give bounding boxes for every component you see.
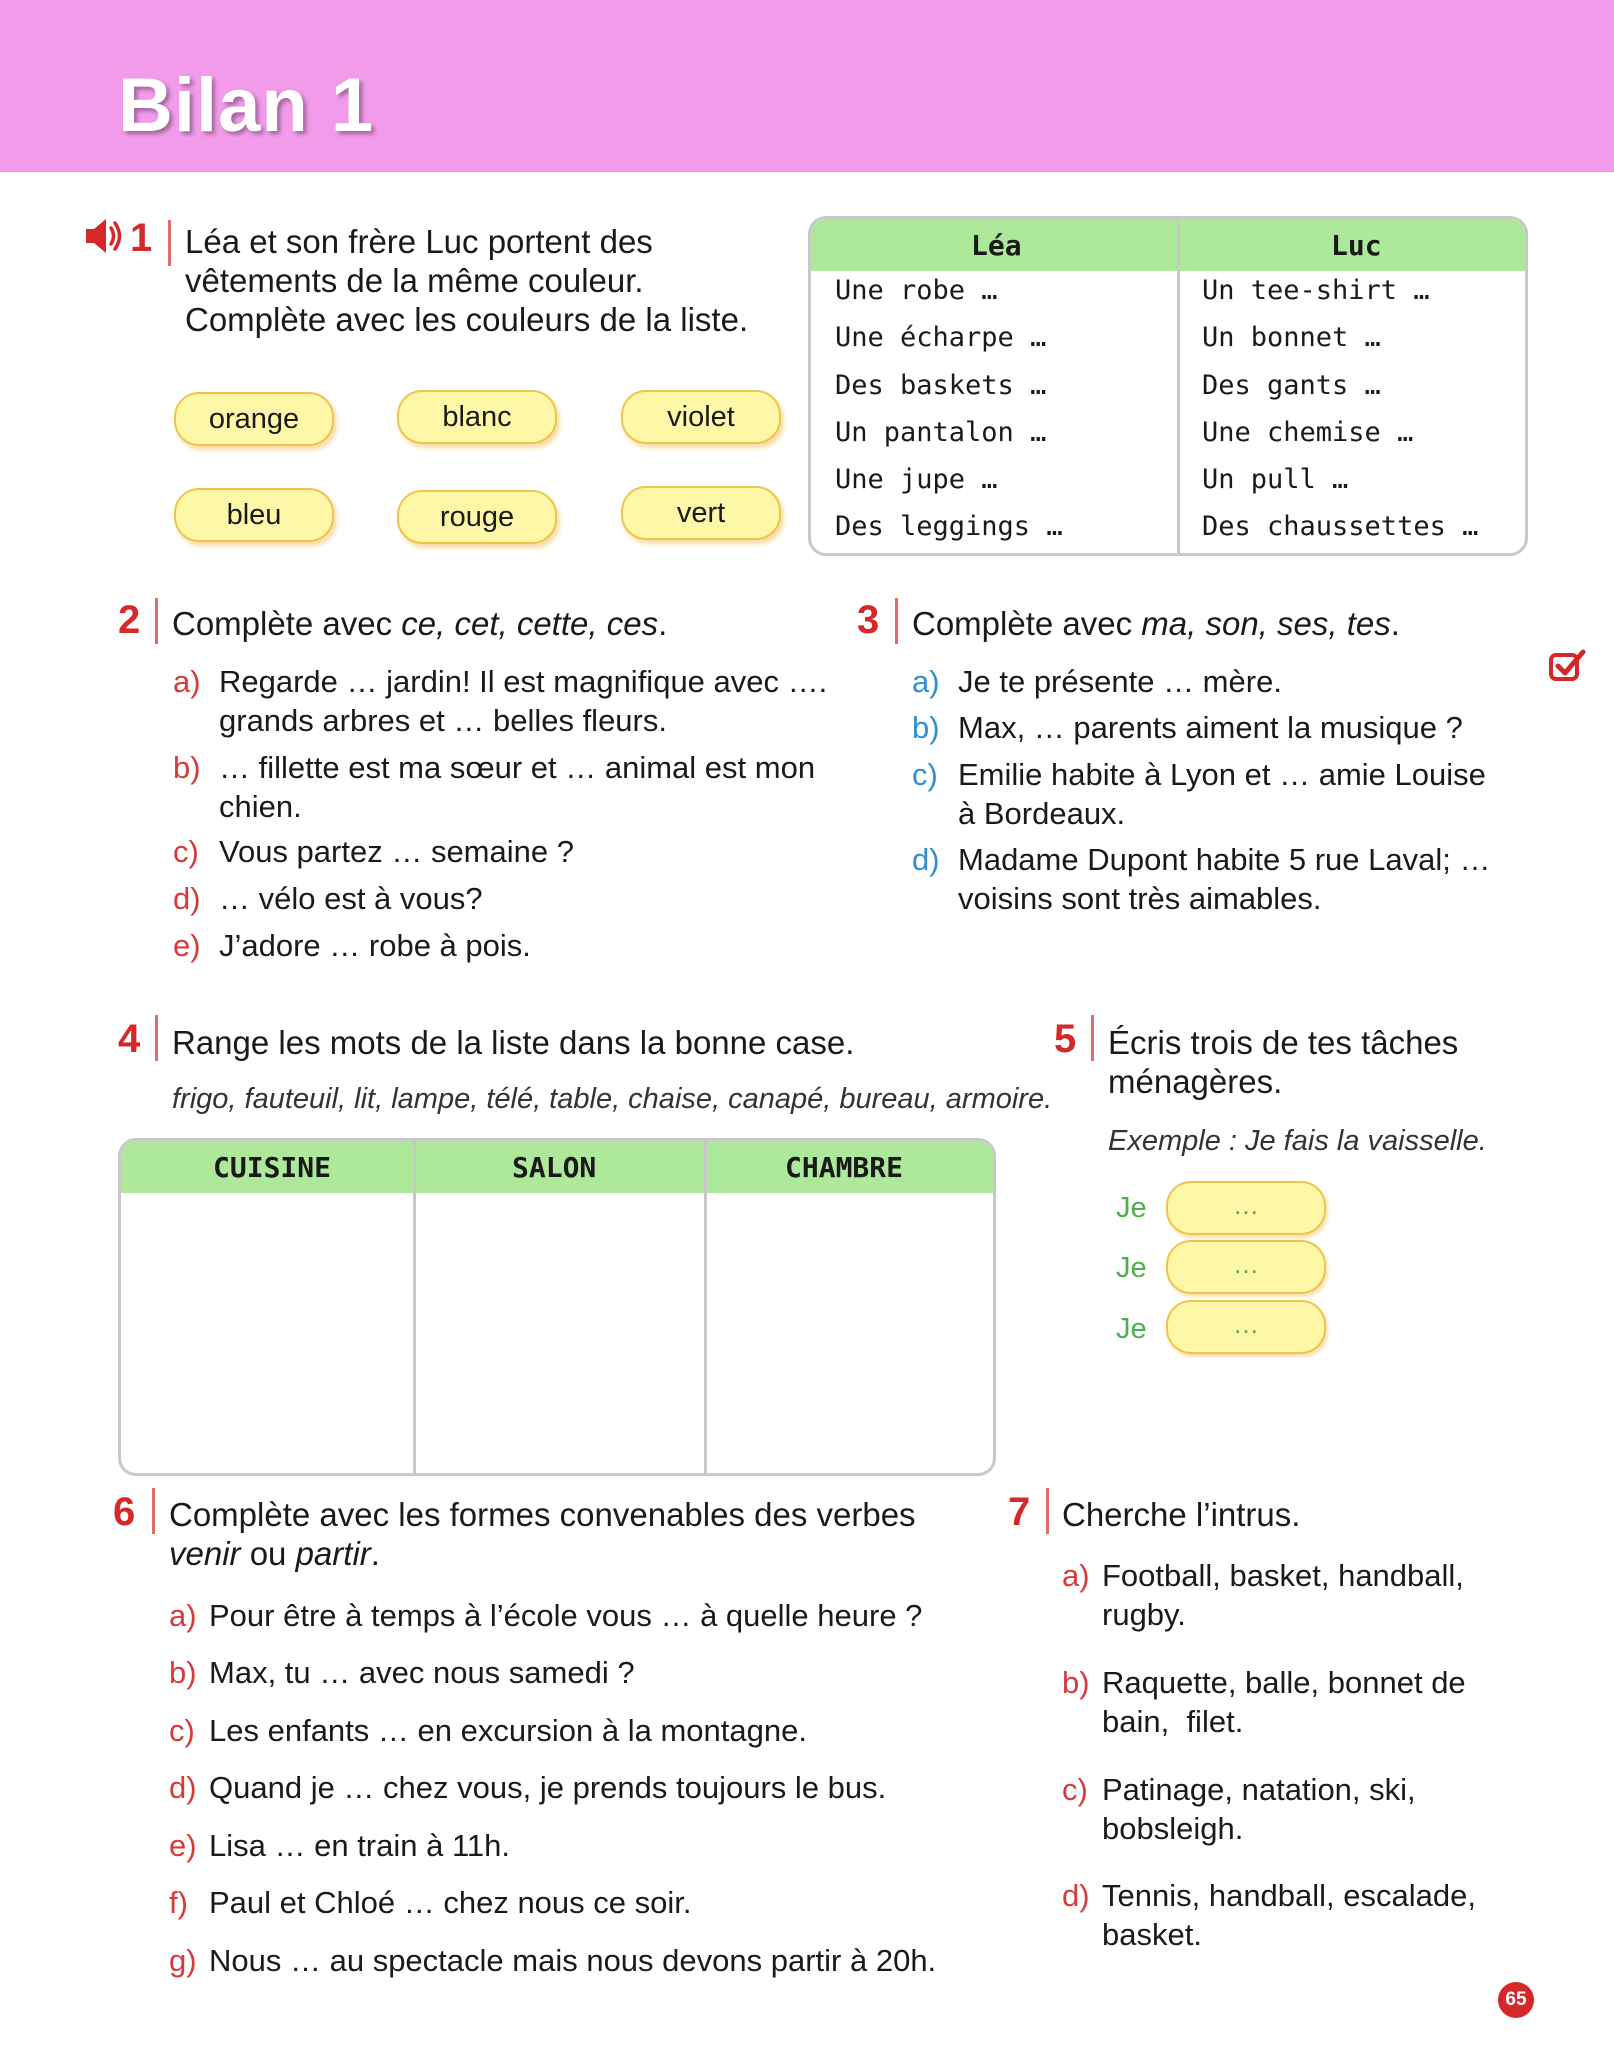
item-text: Pour être à temps à l’école vous … à quelle heure ? bbox=[209, 1598, 923, 1633]
table-cell: Un pull … bbox=[1202, 464, 1349, 495]
item-line: basket. bbox=[1102, 1917, 1202, 1952]
je-label: Je bbox=[1116, 1252, 1147, 1284]
table-cell: Des leggings … bbox=[835, 511, 1063, 542]
item-line: Emilie habite à Lyon et … amie Louise bbox=[958, 757, 1486, 792]
item-text: … vélo est à vous? bbox=[219, 881, 483, 916]
chambre-answer-cell[interactable] bbox=[707, 1193, 993, 1473]
item-line: rugby. bbox=[1102, 1597, 1186, 1632]
table-cell: Une jupe … bbox=[835, 464, 998, 495]
exercise-6-instruction bbox=[169, 1495, 916, 1573]
task-input[interactable]: … bbox=[1166, 1300, 1326, 1354]
exercise-4-instruction: Range les mots de la liste dans la bonne case. bbox=[172, 1024, 855, 1061]
instruction-words: ma, son, ses, tes bbox=[1141, 605, 1391, 642]
table-cell: Des chaussettes … bbox=[1202, 511, 1479, 542]
instruction-line: Écris trois de tes tâches bbox=[1108, 1024, 1459, 1061]
item-letter: c) bbox=[912, 757, 938, 792]
exercise-divider bbox=[895, 598, 898, 644]
exercise-2-instruction bbox=[172, 604, 667, 643]
item-text: Je te présente … mère. bbox=[958, 664, 1282, 699]
table-cell: Une chemise … bbox=[1202, 417, 1414, 448]
item-line: grands arbres et … belles fleurs. bbox=[219, 703, 667, 738]
item-letter: b) bbox=[173, 750, 201, 785]
item-letter: d) bbox=[912, 842, 940, 877]
exercise-number: 5 bbox=[1054, 1017, 1077, 1061]
clothes-table bbox=[808, 216, 1528, 556]
exercise-number: 7 bbox=[1008, 1490, 1031, 1534]
instruction-line: Complète avec les couleurs de la liste. bbox=[185, 301, 749, 338]
exercise-number: 2 bbox=[118, 598, 141, 642]
table-cell: Un pantalon … bbox=[835, 417, 1047, 448]
instruction-text: Complète avec bbox=[912, 605, 1142, 642]
table-cell: Un bonnet … bbox=[1202, 322, 1381, 353]
item-text bbox=[1102, 1556, 1464, 1634]
color-pill-orange[interactable]: orange bbox=[174, 392, 334, 446]
verb-partir: partir bbox=[295, 1535, 371, 1572]
exercise-7-instruction: Cherche l’intrus. bbox=[1062, 1496, 1301, 1533]
salon-answer-cell[interactable] bbox=[416, 1193, 704, 1473]
exercise-divider bbox=[155, 1015, 158, 1061]
exercise-number: 6 bbox=[113, 1490, 136, 1534]
task-input[interactable]: … bbox=[1166, 1240, 1326, 1294]
item-letter: e) bbox=[173, 928, 201, 963]
exercise-5-instruction bbox=[1108, 1023, 1458, 1101]
verb-venir: venir bbox=[169, 1535, 241, 1572]
checkbox-icon bbox=[1548, 648, 1586, 687]
clothes-table-header bbox=[811, 219, 1525, 271]
color-pill-bleu[interactable]: bleu bbox=[174, 488, 334, 542]
item-letter: d) bbox=[169, 1770, 197, 1805]
color-pill-vert[interactable]: vert bbox=[621, 486, 781, 540]
color-pill-rouge[interactable]: rouge bbox=[397, 490, 557, 544]
item-line: Raquette, balle, bonnet de bbox=[1102, 1665, 1466, 1700]
exercise-number: 4 bbox=[118, 1017, 141, 1061]
exercise-divider bbox=[155, 598, 158, 644]
item-text: Max, tu … avec nous samedi ? bbox=[209, 1655, 635, 1690]
instruction-line: Complète avec les formes convenables des verbes bbox=[169, 1496, 916, 1533]
item-line: Madame Dupont habite 5 rue Laval; … bbox=[958, 842, 1491, 877]
item-text: Lisa … en train à 11h. bbox=[209, 1828, 510, 1863]
rooms-table-header bbox=[121, 1141, 993, 1193]
item-text: Nous … au spectacle mais nous devons partir à 20h. bbox=[209, 1943, 937, 1978]
item-text bbox=[1102, 1876, 1476, 1954]
item-letter: b) bbox=[1062, 1665, 1090, 1700]
item-letter: c) bbox=[1062, 1772, 1088, 1807]
item-text bbox=[958, 840, 1490, 918]
exercise-divider bbox=[1046, 1488, 1049, 1534]
item-line: chien. bbox=[219, 789, 302, 824]
item-line: Regarde … jardin! Il est magnifique avec …. bbox=[219, 664, 828, 699]
item-text: Les enfants … en excursion à la montagne. bbox=[209, 1713, 807, 1748]
exercise-3-instruction bbox=[912, 604, 1400, 643]
item-line: bain, filet. bbox=[1102, 1704, 1244, 1739]
column-header-lea: Léa bbox=[971, 229, 1022, 262]
task-input[interactable]: … bbox=[1166, 1181, 1326, 1235]
instruction-line bbox=[169, 1534, 916, 1573]
item-text: Max, … parents aiment la musique ? bbox=[958, 710, 1463, 745]
item-line: à Bordeaux. bbox=[958, 796, 1126, 831]
instruction-words: ce, cet, cette, ces bbox=[401, 605, 659, 642]
item-line: Football, basket, handball, bbox=[1102, 1558, 1464, 1593]
item-text bbox=[1102, 1663, 1466, 1741]
instruction-text: . bbox=[1390, 605, 1400, 642]
item-letter: a) bbox=[912, 664, 940, 699]
item-letter: d) bbox=[173, 881, 201, 916]
exercise-1-instruction bbox=[185, 222, 748, 339]
rooms-table bbox=[118, 1138, 996, 1476]
speaker-icon[interactable] bbox=[84, 214, 124, 263]
instruction-line: Léa et son frère Luc portent des bbox=[185, 223, 653, 260]
item-letter: e) bbox=[169, 1828, 197, 1863]
item-text bbox=[219, 662, 827, 740]
item-letter: c) bbox=[173, 834, 199, 869]
item-text: Vous partez … semaine ? bbox=[219, 834, 574, 869]
item-letter: a) bbox=[173, 664, 201, 699]
item-line: Patinage, natation, ski, bbox=[1102, 1772, 1416, 1807]
exercise-divider bbox=[168, 220, 171, 266]
instruction-text: . bbox=[370, 1535, 380, 1572]
table-cell: Un tee-shirt … bbox=[1202, 275, 1430, 306]
instruction-text: ou bbox=[240, 1535, 296, 1572]
table-cell: Des baskets … bbox=[835, 370, 1047, 401]
word-list: frigo, fauteuil, lit, lampe, télé, table, chaise, canapé, bureau, armoire. bbox=[172, 1083, 1053, 1115]
item-line: voisins sont très aimables. bbox=[958, 881, 1322, 916]
instruction-text: . bbox=[658, 605, 668, 642]
color-pill-blanc[interactable]: blanc bbox=[397, 390, 557, 444]
color-pill-violet[interactable]: violet bbox=[621, 390, 781, 444]
column-header-chambre: CHAMBRE bbox=[785, 1151, 904, 1184]
exercise-number: 1 bbox=[130, 216, 153, 260]
column-divider bbox=[1177, 219, 1180, 553]
instruction-text: Complète avec bbox=[172, 605, 402, 642]
item-text bbox=[958, 755, 1486, 833]
item-text bbox=[1102, 1770, 1416, 1848]
item-letter: g) bbox=[169, 1943, 197, 1978]
item-text: Quand je … chez vous, je prends toujours le bus. bbox=[209, 1770, 887, 1805]
instruction-line: vêtements de la même couleur. bbox=[185, 262, 644, 299]
item-letter: f) bbox=[169, 1885, 188, 1920]
exercise-divider bbox=[1091, 1015, 1094, 1061]
table-cell: Des gants … bbox=[1202, 370, 1381, 401]
table-cell: Une écharpe … bbox=[835, 322, 1047, 353]
item-letter: a) bbox=[1062, 1558, 1090, 1593]
je-label: Je bbox=[1116, 1192, 1147, 1224]
item-line: … fillette est ma sœur et … animal est mon bbox=[219, 750, 816, 785]
item-letter: a) bbox=[169, 1598, 197, 1633]
item-letter: b) bbox=[912, 710, 940, 745]
item-line: bobsleigh. bbox=[1102, 1811, 1244, 1846]
item-letter: b) bbox=[169, 1655, 197, 1690]
column-header-luc: Luc bbox=[1331, 229, 1382, 262]
exercise-divider bbox=[152, 1488, 155, 1534]
table-cell: Une robe … bbox=[835, 275, 998, 306]
item-text bbox=[219, 748, 815, 826]
je-label: Je bbox=[1116, 1313, 1147, 1345]
instruction-line: ménagères. bbox=[1108, 1063, 1283, 1100]
item-letter: d) bbox=[1062, 1878, 1090, 1913]
item-line: Tennis, handball, escalade, bbox=[1102, 1878, 1476, 1913]
exercise-number: 3 bbox=[857, 598, 880, 642]
item-text: J’adore … robe à pois. bbox=[219, 928, 531, 963]
item-text: Paul et Chloé … chez nous ce soir. bbox=[209, 1885, 692, 1920]
column-header-salon: SALON bbox=[512, 1151, 597, 1184]
example-text: Exemple : Je fais la vaisselle. bbox=[1108, 1125, 1487, 1157]
page-number: 65 bbox=[1498, 1982, 1534, 2018]
page-title: Bilan 1 bbox=[118, 63, 375, 148]
cuisine-answer-cell[interactable] bbox=[121, 1193, 413, 1473]
item-letter: c) bbox=[169, 1713, 195, 1748]
column-header-cuisine: CUISINE bbox=[213, 1151, 332, 1184]
